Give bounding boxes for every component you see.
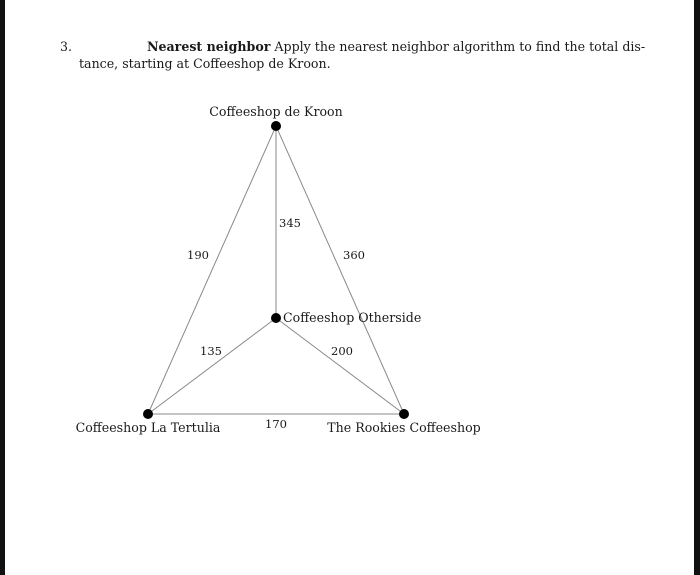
node-label-rookies: The Rookies Coffeeshop (327, 420, 481, 435)
question-text-line-2: tance, starting at Coffeeshop de Kroon. (79, 56, 331, 71)
node-label-tertulia: Coffeeshop La Tertulia (75, 420, 221, 435)
edge-weight-kroon-tertulia: 190 (187, 248, 209, 262)
node-label-otherside: Coffeeshop Otherside (283, 310, 422, 325)
node-kroon (271, 121, 281, 131)
edge-kroon-rookies (276, 126, 404, 414)
edge-otherside-rookies (276, 318, 404, 414)
edge-weight-kroon-otherside: 345 (279, 216, 301, 230)
question-number: 3. (60, 39, 73, 54)
node-label-kroon: Coffeeshop de Kroon (209, 104, 343, 119)
node-rookies (399, 409, 409, 419)
edge-otherside-tertulia (148, 318, 276, 414)
edge-weight-otherside-rookies: 200 (331, 344, 353, 358)
node-tertulia (143, 409, 153, 419)
edge-weight-tertulia-rookies: 170 (265, 417, 287, 431)
question-title: Nearest neighbor (147, 39, 271, 54)
edge-weight-kroon-rookies: 360 (343, 248, 365, 262)
edge-weight-otherside-tertulia: 135 (200, 344, 222, 358)
question-text-line-1: Apply the nearest neighbor algorithm to find the total dis- (274, 39, 646, 54)
edge-kroon-tertulia (148, 126, 276, 414)
node-otherside (271, 313, 281, 323)
